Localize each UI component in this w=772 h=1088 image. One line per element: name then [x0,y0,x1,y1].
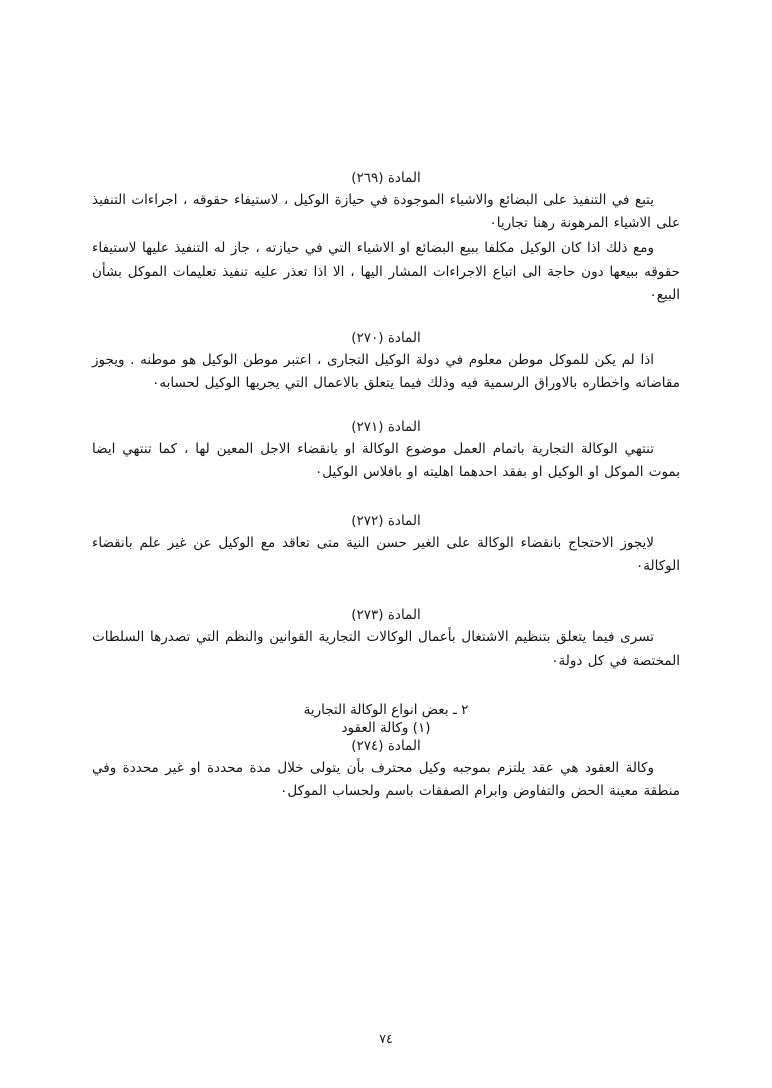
article-heading: المادة (٢٧٠) [351,330,421,347]
article-273 [92,607,680,672]
article-270 [92,330,680,395]
section-title: ٢ ـ بعض انواع الوكالة التجارية [303,701,469,718]
article-heading: المادة (٢٧١) [351,418,421,435]
article-heading: المادة (٢٧٣) [351,607,421,624]
article-paragraph: يتبع في التنفيذ على البضائع والاشياء الموجودة في حيازة الوكيل ، لاستيفاء حقوقه ، اجراءات التنفيذ على الاشياء المرهونة رهنا تجاريا٠ [92,192,680,232]
spacer [92,588,680,607]
spacer [92,317,680,330]
article-272 [92,513,680,578]
spacer [92,494,680,513]
article-269 [92,170,680,307]
article-274 [92,738,680,803]
page-number: ٧٤ [379,1031,393,1046]
article-heading: المادة (٢٧٤) [351,737,421,754]
article-paragraph: تسرى فيما يتعلق بتنظيم الاشتغال بأعمال الوكالات التجارية القوانين والنظم التي تصدرها السلطات المختصة في كل دولة٠ [92,629,680,669]
section-subtitle: (١) وكالة العقود [341,719,431,736]
article-paragraph: اذا لم يكن للموكل موطن معلوم في دولة الوكيل التجارى ، اعتبر موطن الوكيل هو موطنه . ويجوز مقاضاته واخطاره بالاوراق الرسمية فيه وذلك فيما يتعلق بالاعمال التي يجريها الوكيل لحسابه٠ [92,352,680,392]
spacer [92,406,680,419]
article-heading: المادة (٢٦٩) [351,170,421,186]
article-paragraph: لايجوز الاحتجاج بانقضاء الوكالة على الغير حسن النية متى تعاقد مع الوكيل عن غير علم بانقضاء الوكالة٠ [92,534,680,575]
article-paragraph: تنتهي الوكالة التجارية باتمام العمل موضوع الوكالة او بانقضاء الاجل المعين لها ، كما تنتهي ايضا بموت الموكل او الوكيل او بفقد احدهما اهليته او بافلاس الوكيل٠ [92,440,680,480]
document-body [92,170,680,803]
article-271 [92,419,680,484]
article-paragraph: ومع ذلك اذا كان الوكيل مكلفا ببيع البضائع او الاشياء التي في حيازته ، جاز له التنفيذ عليها لاستيفاء حقوقه ببيعها دون حاجة الى اتباع الاجراءات المشار اليها ، الا اذا تعذر عليه تنفيذ تعليمات الموكل بشأن البيع٠ [92,240,680,303]
article-paragraph: وكالة العقود هي عقد يلتزم بموجبه وكيل محترف بأن يتولى خلال مدة محددة او غير محددة وفي منطقة معينة الحض والتفاوض وابرام الصفقات باسم ولحساب الموكل٠ [92,759,680,800]
spacer [92,683,680,702]
article-heading: المادة (٢٧٢) [351,512,421,529]
